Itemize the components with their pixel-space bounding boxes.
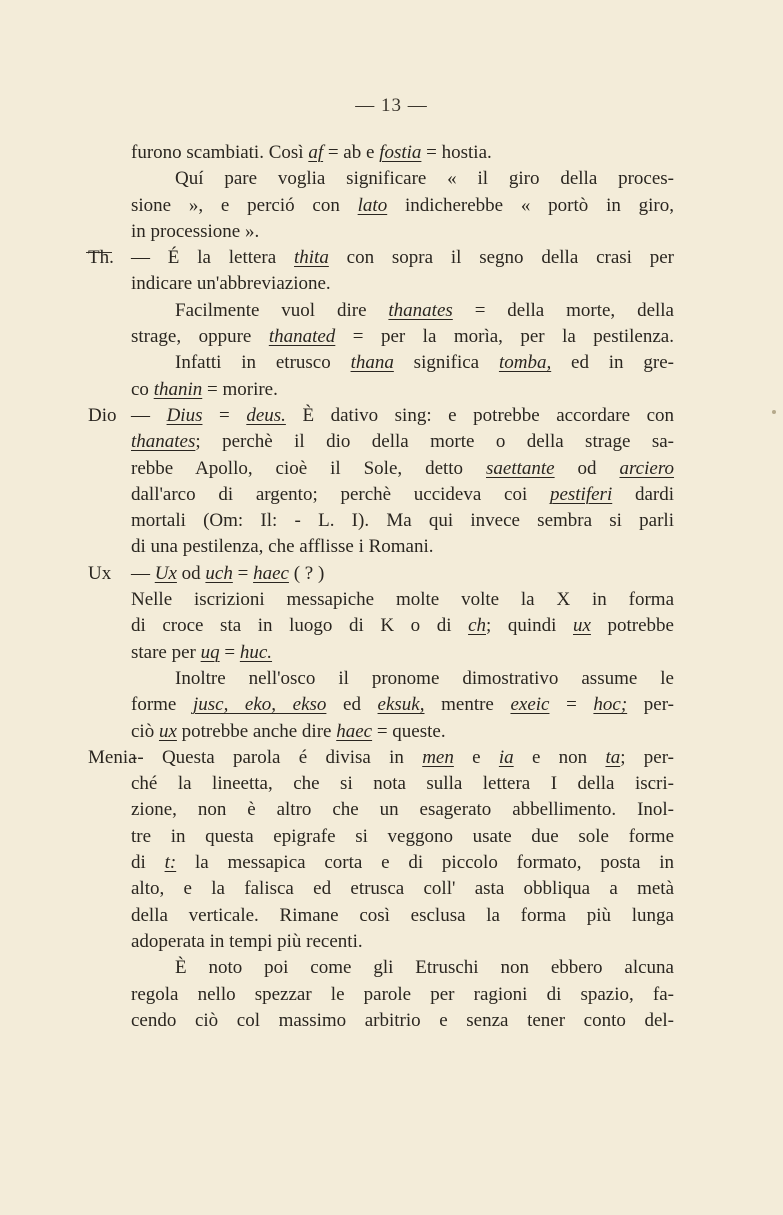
text-run: ed in gre- <box>551 352 674 374</box>
text-run: È dativo sing: e potrebbe accordare con <box>285 404 675 426</box>
text-line <box>0 298 783 324</box>
text-run: furono scambiati. Così <box>131 142 309 163</box>
text-run: in processione ». <box>131 220 260 242</box>
italic-term: uq <box>200 641 220 663</box>
italic-term: huc. <box>239 641 273 663</box>
text-line <box>0 193 783 219</box>
text-run: sione », e perció con <box>131 194 358 216</box>
text-run: di <box>131 852 165 874</box>
text-run: = per la morìa, per la pestilenza. <box>335 326 674 348</box>
italic-term: eksuk, <box>377 694 425 716</box>
text-line <box>0 876 783 902</box>
italic-term: thanated <box>268 326 336 348</box>
text-run: od <box>554 457 620 479</box>
text-run: Infatti in etrusco <box>175 352 351 374</box>
line-text <box>175 166 674 192</box>
text-run: Quí pare voglia significare « il giro della proces- <box>175 168 674 190</box>
text-run: = <box>549 694 594 716</box>
entry-label: Th. <box>88 247 114 269</box>
italic-term: Dius <box>166 404 203 426</box>
text-line <box>0 271 783 297</box>
line-text <box>131 219 674 245</box>
italic-term: Ux <box>154 562 177 584</box>
text-line <box>0 561 783 587</box>
italic-term: thanates <box>388 299 453 321</box>
italic-term: uch <box>205 562 233 584</box>
line-text <box>131 193 674 219</box>
text-run: con sopra il segno della crasi per <box>328 247 674 269</box>
text-line <box>0 456 783 482</box>
line-text <box>131 324 674 350</box>
italic-term: thanin <box>153 378 203 400</box>
line-text <box>131 824 674 850</box>
text-run: = <box>219 641 240 663</box>
text-run: dall'arco di argento; perchè uccideva coi <box>131 483 550 505</box>
line-text <box>131 797 674 823</box>
italic-term: saettante <box>486 457 555 479</box>
line-text <box>131 982 674 1008</box>
body-text <box>0 140 783 1034</box>
italic-term: exeic <box>510 694 550 716</box>
text-run: potrebbe <box>590 615 674 637</box>
text-run: È noto poi come gli Etruschi non ebbero alcuna <box>175 957 674 979</box>
text-line <box>0 245 783 271</box>
text-run: adoperata in tempi più recenti. <box>131 930 363 952</box>
text-run: = <box>202 404 247 426</box>
italic-term: tomba, <box>498 352 552 374</box>
italic-term: haec <box>336 720 373 742</box>
italic-term: thita <box>294 247 329 269</box>
text-line <box>0 982 783 1008</box>
text-run: alto, e la falisca ed etrusca coll' asta obbliqua a metà <box>131 878 674 900</box>
italic-term: ux <box>158 720 177 742</box>
line-text <box>131 429 674 455</box>
line-text <box>131 876 674 902</box>
text-run: — É la lettera <box>131 247 294 269</box>
text-run: stare per <box>131 641 201 663</box>
text-run: ; perchè il dio della morte o della strage sa- <box>195 431 674 453</box>
line-text <box>131 271 674 297</box>
text-run: dardi <box>612 483 674 505</box>
line-text <box>131 929 674 955</box>
text-run: — <box>131 562 155 584</box>
line-text <box>131 456 674 482</box>
text-run: tre in questa epigrafe si veggono usate due sole forme <box>131 825 674 847</box>
text-run: Inoltre nell'osco il pronome dimostrativo assume le <box>175 667 674 689</box>
text-run: = della morte, della <box>452 299 674 321</box>
line-text <box>131 377 674 403</box>
text-run: indicherebbe « portò in giro, <box>387 194 674 216</box>
text-line <box>0 166 783 192</box>
line-text <box>131 508 674 534</box>
italic-term: ta <box>605 746 621 768</box>
line-text <box>175 350 674 376</box>
line-text <box>131 403 674 429</box>
text-run: = morire. <box>202 378 278 400</box>
italic-term: thana <box>350 352 394 374</box>
text-run: = ab e <box>323 142 380 163</box>
italic-term: haec <box>253 562 289 584</box>
page-number: — 13 — <box>355 95 428 116</box>
italic-term: hoc; <box>593 694 628 716</box>
text-run: = <box>232 562 254 584</box>
line-text <box>131 850 674 876</box>
text-run: = queste. <box>372 720 446 742</box>
text-line <box>0 508 783 534</box>
text-line <box>0 929 783 955</box>
text-run: cendo ciò col massimo arbitrio e senza tener conto del- <box>131 1009 674 1031</box>
text-run: ; quindi <box>486 615 573 637</box>
text-line <box>0 403 783 429</box>
italic-term: fostia <box>379 142 422 163</box>
text-line <box>0 1008 783 1034</box>
line-text <box>131 771 674 797</box>
text-run: e non <box>513 746 606 768</box>
text-run: zione, non è altro che un esagerato abbellimento. Inol- <box>131 799 674 821</box>
text-line <box>0 955 783 981</box>
text-line <box>0 350 783 376</box>
italic-term: thanates <box>131 431 196 453</box>
text-run: indicare un'abbreviazione. <box>131 273 331 295</box>
text-line <box>0 666 783 692</box>
text-run: strage, oppure <box>131 326 269 348</box>
line-text <box>131 534 674 560</box>
text-run: per- <box>627 694 674 716</box>
text-line <box>0 613 783 639</box>
text-run: ed <box>326 694 378 716</box>
text-line <box>0 640 783 666</box>
italic-term: arciero <box>619 457 675 479</box>
italic-term: pestiferi <box>549 483 613 505</box>
line-text <box>131 1008 674 1034</box>
text-line <box>0 377 783 403</box>
text-run: la messapica corta e di piccolo formato, posta in <box>176 852 674 874</box>
text-line <box>0 850 783 876</box>
text-line <box>0 324 783 350</box>
text-run: mentre <box>424 694 511 716</box>
line-text <box>131 245 674 271</box>
text-run: regola nello spezzar le parole per ragioni di spazio, fa- <box>131 983 674 1005</box>
line-text <box>175 955 674 981</box>
entry-label: Dio <box>88 404 117 426</box>
line-text <box>131 140 674 166</box>
text-run: di croce sta in luogo di K o di <box>131 615 469 637</box>
text-run: rebbe Apollo, cioè il Sole, detto <box>131 457 486 479</box>
text-run: forme <box>131 694 193 716</box>
text-run: ciò <box>131 720 159 742</box>
line-text <box>131 561 674 587</box>
italic-term: men <box>422 746 454 768</box>
text-run: significa <box>393 352 499 374</box>
italic-term: deus. <box>246 404 286 426</box>
text-line <box>0 824 783 850</box>
line-text <box>131 640 674 666</box>
italic-term: t: <box>164 852 177 874</box>
text-line <box>0 903 783 929</box>
text-line <box>0 745 783 771</box>
text-run: od <box>176 562 206 584</box>
text-run: = hostia. <box>421 142 492 163</box>
italic-term: lato <box>357 194 388 216</box>
text-run: co <box>131 378 154 400</box>
text-run: -- Questa parola é divisa in <box>131 746 423 768</box>
text-run: ché la lineetta, che si nota sulla lettera I della iscri- <box>131 773 674 795</box>
line-text <box>131 719 674 745</box>
italic-term: ch <box>468 615 486 637</box>
entry-label: Ux <box>88 562 112 584</box>
line-text <box>175 666 674 692</box>
text-run: Nelle iscrizioni messapiche molte volte la X in forma <box>131 589 674 611</box>
text-line <box>0 587 783 613</box>
text-line <box>0 771 783 797</box>
italic-term: jusc, eko, ekso <box>192 694 327 716</box>
line-text <box>131 613 674 639</box>
text-line <box>0 797 783 823</box>
line-text <box>131 482 674 508</box>
text-line <box>0 219 783 245</box>
text-run: Facilmente vuol dire <box>175 299 389 321</box>
text-run: di una pestilenza, che afflisse i Romani. <box>131 536 434 558</box>
line-text <box>131 745 674 771</box>
text-run: — <box>131 404 167 426</box>
line-text <box>175 298 674 324</box>
text-line <box>0 534 783 560</box>
italic-term: af <box>308 142 324 163</box>
line-text <box>131 903 674 929</box>
text-run: potrebbe anche dire <box>176 720 337 742</box>
italic-term: ux <box>573 615 591 637</box>
line-text <box>131 587 674 613</box>
text-line <box>0 482 783 508</box>
text-run: ( ? ) <box>288 562 325 584</box>
line-text <box>131 692 674 718</box>
text-run: mortali (Om: Il: - L. I). Ma qui invece sembra si parli <box>131 510 674 532</box>
text-run: e <box>453 746 499 768</box>
text-run: della verticale. Rimane così esclusa la forma più lunga <box>131 904 674 926</box>
entry-label: Menia <box>88 746 137 768</box>
text-run: ; per- <box>620 746 675 768</box>
text-line <box>0 719 783 745</box>
text-line <box>0 692 783 718</box>
text-line <box>0 429 783 455</box>
text-line <box>0 140 783 166</box>
italic-term: ia <box>498 746 514 768</box>
